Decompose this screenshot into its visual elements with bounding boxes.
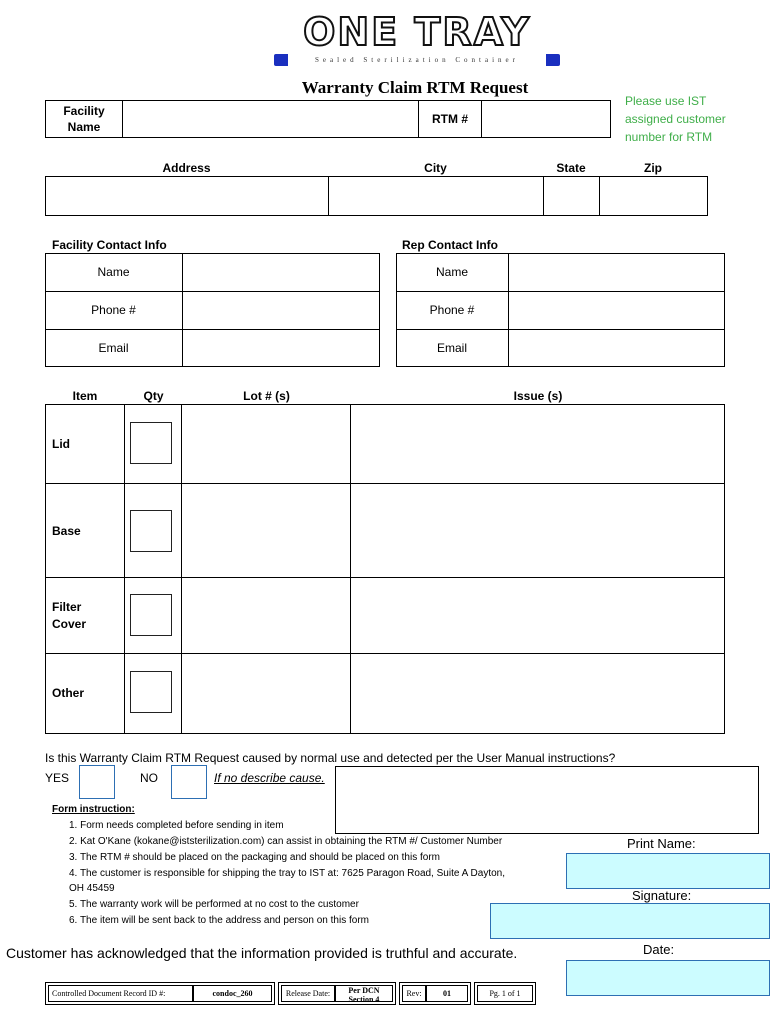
base-issue-field[interactable] xyxy=(352,485,724,576)
lid-issue-field[interactable] xyxy=(352,405,724,482)
items-row-line-3 xyxy=(45,653,725,654)
base-qty-box[interactable] xyxy=(130,510,172,552)
instruction-4: 4. The customer is responsible for shipping the tray to IST at: 7625 Paragon Road, Suite A Dayton, xyxy=(69,868,505,879)
normal-use-question: Is this Warranty Claim RTM Request caused by normal use and detected per the User Manual instructions? xyxy=(45,751,616,765)
lid-lot-field[interactable] xyxy=(183,405,349,482)
other-lot-field[interactable] xyxy=(183,655,349,733)
facility-name-label: Facility Name xyxy=(63,104,105,134)
footer-record-label: Controlled Document Record ID #: xyxy=(48,985,193,1002)
footer-rev-value: 01 xyxy=(426,985,468,1002)
facility-email-row-label: Email xyxy=(98,341,129,355)
item-row-lid: Lid xyxy=(52,437,70,451)
facility-contact-divider xyxy=(182,253,183,367)
address-header: Address xyxy=(162,161,211,175)
facility-name-field[interactable] xyxy=(124,101,418,137)
instruction-6: 6. The item will be sent back to the address and person on this form xyxy=(69,915,369,926)
instruction-4-cont: OH 45459 xyxy=(69,883,115,894)
instruction-3: 3. The RTM # should be placed on the packaging and should be placed on this form xyxy=(69,852,440,863)
item-row-filter-cover: Filter Cover xyxy=(52,600,87,631)
filter-cover-lot-field[interactable] xyxy=(183,579,349,652)
facility-phone-row-label: Phone # xyxy=(91,303,136,317)
one-tray-logo xyxy=(274,10,560,68)
describe-cause-field[interactable] xyxy=(335,766,759,834)
filter-cover-issue-field[interactable] xyxy=(352,579,724,652)
rtm-note: Please use IST assigned customer number for RTM xyxy=(625,94,726,144)
footer-release-label: Release Date: xyxy=(281,985,335,1002)
issue-header: Issue (s) xyxy=(513,389,563,403)
acknowledgement: Customer has acknowledged that the information provided is truthful and accurate. xyxy=(6,945,518,961)
items-col-line-1 xyxy=(124,404,125,734)
item-header: Item xyxy=(72,389,98,403)
rep-phone-row-label: Phone # xyxy=(429,303,475,317)
instruction-2: 2. Kat O'Kane (kokane@iststerilization.com) can assist in obtaining the RTM #/ Customer Number xyxy=(69,836,503,847)
address-field[interactable] xyxy=(45,176,329,216)
yes-checkbox[interactable] xyxy=(79,765,115,799)
rep-contact-email-field[interactable] xyxy=(510,330,724,366)
footer-record-value: condoc_260 xyxy=(193,985,272,1002)
items-col-line-3 xyxy=(350,404,351,734)
rtm-number-field[interactable] xyxy=(483,101,610,137)
footer-page: Pg. 1 of 1 xyxy=(477,985,533,1002)
print-name-field[interactable] xyxy=(566,853,770,889)
logo-subtitle: Sealed Sterilization Container xyxy=(288,54,546,66)
date-field[interactable] xyxy=(566,960,770,996)
instruction-1: 1. Form needs completed before sending in item xyxy=(69,820,284,831)
rep-name-row-label: Name xyxy=(435,265,468,279)
lot-header: Lot # (s) xyxy=(243,389,290,403)
state-field[interactable] xyxy=(543,176,600,216)
base-lot-field[interactable] xyxy=(183,485,349,576)
footer-rev-label: Rev: xyxy=(402,985,426,1002)
rtm-label: RTM # xyxy=(432,112,468,126)
signature-label: Signature: xyxy=(632,888,692,903)
items-col-line-2 xyxy=(181,404,182,734)
items-row-line-2 xyxy=(45,577,725,578)
city-header: City xyxy=(424,161,447,175)
city-field[interactable] xyxy=(328,176,544,216)
rep-contact-divider xyxy=(508,253,509,367)
rep-email-row-label: Email xyxy=(436,341,467,355)
item-row-base: Base xyxy=(52,524,81,538)
zip-field[interactable] xyxy=(599,176,708,216)
rep-contact-heading: Rep Contact Info xyxy=(402,238,498,252)
signature-field[interactable] xyxy=(490,903,770,939)
date-label: Date: xyxy=(643,942,675,957)
facility-contact-name-field[interactable] xyxy=(184,254,379,290)
instructions-heading: Form instruction: xyxy=(52,804,135,815)
footer-release-value: Per DCN Section 4 xyxy=(335,985,393,1002)
facility-contact-email-field[interactable] xyxy=(184,330,379,366)
other-issue-field[interactable] xyxy=(352,655,724,733)
other-qty-box[interactable] xyxy=(130,671,172,713)
facility-name-row-label: Name xyxy=(97,265,130,279)
facility-contact-phone-field[interactable] xyxy=(184,292,379,328)
item-row-other: Other xyxy=(52,686,85,700)
describe-cause-label: If no describe cause. xyxy=(214,771,325,785)
rep-contact-phone-field[interactable] xyxy=(510,292,724,328)
rep-contact-name-field[interactable] xyxy=(510,254,724,290)
print-name-label: Print Name: xyxy=(627,836,696,851)
filter-cover-qty-box[interactable] xyxy=(130,594,172,636)
qty-header: Qty xyxy=(143,389,164,403)
no-label: NO xyxy=(140,771,158,785)
page-title: Warranty Claim RTM Request xyxy=(301,78,529,97)
zip-header: Zip xyxy=(644,161,662,175)
lid-qty-box[interactable] xyxy=(130,422,172,464)
logo-title: ONE TRAY xyxy=(303,10,531,54)
yes-label: YES xyxy=(45,771,70,785)
no-checkbox[interactable] xyxy=(171,765,207,799)
state-header: State xyxy=(556,161,586,175)
facility-contact-heading: Facility Contact Info xyxy=(52,238,167,252)
items-row-line-1 xyxy=(45,483,725,484)
instruction-5: 5. The warranty work will be performed at no cost to the customer xyxy=(69,899,359,910)
